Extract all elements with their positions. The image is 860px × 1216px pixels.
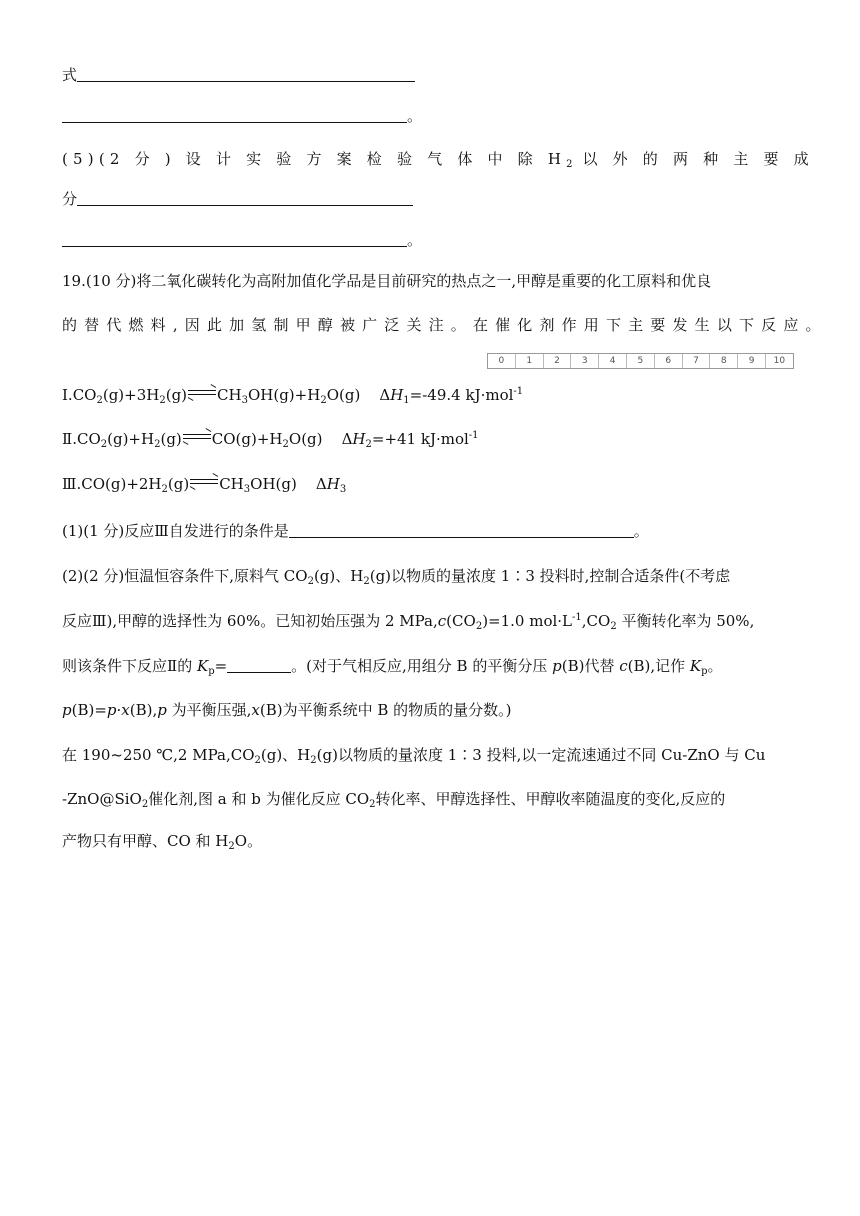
q5-answer-line-2: 。 xyxy=(62,229,422,250)
context-line-2: -ZnO@SiO$_2$催化剂,图 a 和 b 为催化反应 $CO_2$转化率、甲醇选择性、甲醇收率随温度的变化,反应的 xyxy=(62,790,726,810)
q19-part-1: (1)(1 分)反应Ⅲ自发进行的条件是 。 xyxy=(62,522,649,540)
q19-part-2-line-4: p(B)=p·x(B),p 为平衡压强,x(B)为平衡系统中 B 的物质的量分数。) xyxy=(62,701,512,719)
q5-answer-line-1: 分 xyxy=(62,188,413,209)
q19-part-2-line-2: 反应Ⅲ),甲醇的选择性为 60%。已知初始压强为 2 $MPa,c(CO_2)=1.0$ $mol\cdot L^{-1},CO_2$ 平衡转化率为 50%, xyxy=(62,612,755,632)
context-line-1: 在 190~250 ℃,2 $MPa,CO_2(g)$、$H_2(g)$以物质的量浓度 1∶3 投料,以一定流速通过不同 Cu-ZnO 与 Cu xyxy=(62,746,766,766)
q5-question: (5)(2 分 ) 设 计 实 验 方 案 检 验 气 体 中 除 $H_2$ 以 外 的 两 种 主 要 成 xyxy=(62,150,814,170)
ruler-tick: 3 xyxy=(571,354,599,368)
ruler-tick: 7 xyxy=(683,354,711,368)
reaction-1: $Ⅰ.CO_2(g)+3H_2(g)$ $CH_3OH(g)+H_2O(g)$ $\Delta H_1=-49.4$ kJ·mol$^{-1}$ xyxy=(62,386,524,406)
ruler-tick: 4 xyxy=(599,354,627,368)
context-line-3: 产物只有甲醇、CO 和 $H_2O$。 xyxy=(62,832,263,852)
ruler-tick: 9 xyxy=(738,354,766,368)
answer-blank[interactable] xyxy=(77,189,413,206)
q4-answer-line-2: 。 xyxy=(62,105,422,126)
reaction-3: $Ⅲ.CO(g)+2H_2(g)$ $CH_3OH(g)$ $\Delta H_3$ xyxy=(62,475,347,495)
kp-answer-blank[interactable] xyxy=(227,656,291,673)
q19-part-2-line-1: (2)(2 分)恒温恒容条件下,原料气 $CO_2(g)$、$H_2(g)$以物质的量浓度 1∶3 投料时,控制合适条件(不考虑 xyxy=(62,567,731,587)
answer-blank[interactable] xyxy=(62,230,407,247)
reaction-2: $Ⅱ.CO_2(g)+H_2(g)$ $CO(g)+H_2O(g)$ $\Delta H_2=+41$ kJ·mol$^{-1}$ xyxy=(62,430,479,450)
equilibrium-arrow-icon xyxy=(183,432,211,442)
equilibrium-arrow-icon xyxy=(190,477,218,487)
q19-part-2-line-3: 则该条件下反应Ⅱ的 $K_p=$ 。(对于气相反应,用组分 B 的平衡分压 p(B)代替 c(B),记作 $K_p$。 xyxy=(62,657,723,677)
ruler-tick: 8 xyxy=(710,354,738,368)
q4-answer-line-1: 式 xyxy=(62,64,415,85)
ruler-tick: 6 xyxy=(655,354,683,368)
ruler-tick: 1 xyxy=(516,354,544,368)
answer-blank[interactable] xyxy=(77,65,415,82)
ruler-tick: 10 xyxy=(773,356,786,366)
q19-intro-line-1: 19.(10 分)将二氧化碳转化为高附加值化学品是目前研究的热点之一,甲醇是重要的化工原料和优良 xyxy=(62,272,712,290)
q19-intro-line-2: 的 替 代 燃 料 , 因 此 加 氢 制 甲 醇 被 广 泛 关 注 。 在 催 化 剂 作 用 下 主 要 发 生 以 下 反 应 。 xyxy=(62,316,822,334)
ruler-tick: 5 xyxy=(627,354,655,368)
ruler-tick: 0 xyxy=(488,354,516,368)
equilibrium-arrow-icon xyxy=(188,388,216,398)
ruler-tick: 2 xyxy=(544,354,572,368)
answer-blank[interactable] xyxy=(62,106,407,123)
ruler-strip xyxy=(487,353,794,369)
answer-blank[interactable] xyxy=(289,521,634,538)
